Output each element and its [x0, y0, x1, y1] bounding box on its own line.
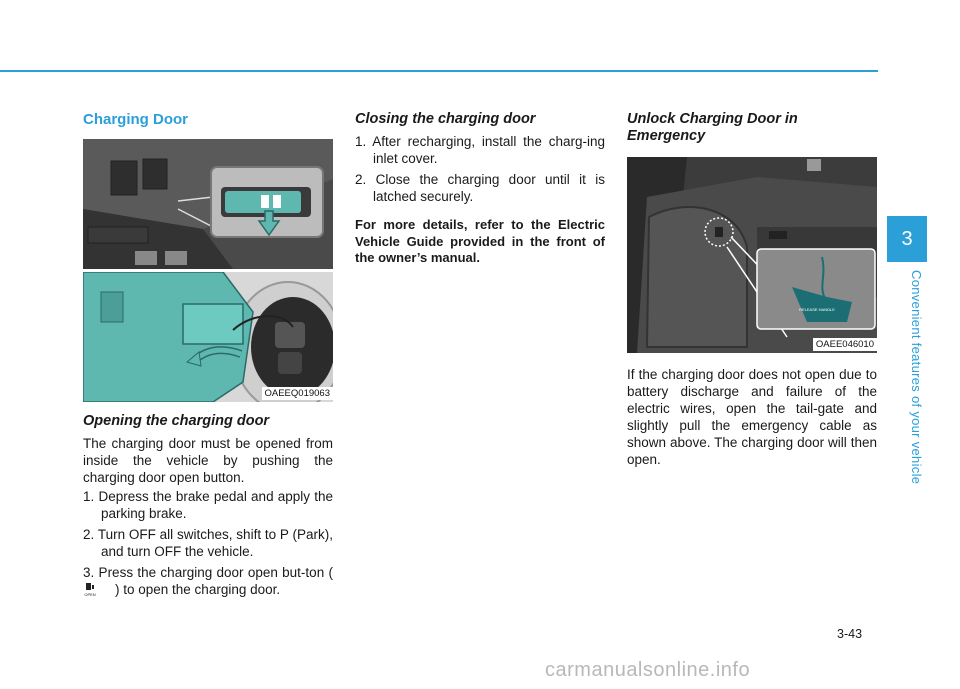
figure-emergency-cable: [627, 157, 877, 353]
chapter-tab: 3: [887, 216, 927, 262]
emergency-text: If the charging door does not open due to battery discharge and failure of the electric wires, open the tail-gate and slightly pull the emergency cable as shown above. The charging door will then open.: [627, 367, 877, 467]
opening-step-3: [83, 564, 333, 598]
page-number: 3-43: [837, 627, 863, 641]
emergency-heading: Unlock Charging Door in Emergency: [627, 111, 798, 144]
closing-heading: Closing the charging door: [355, 111, 536, 127]
charge-door-open-icon-label: OPEN: [84, 592, 96, 597]
section-title: Charging Door: [83, 111, 188, 128]
watermark: carmanualsonline.info: [545, 659, 751, 681]
closing-step-1: 1. After recharging, install the charg-ing inlet cover.: [355, 134, 605, 166]
emergency-tag-text: RELEASE HANDLE: [799, 307, 835, 312]
closing-steps: [355, 133, 605, 209]
opening-intro: The charging door must be opened from inside the vehicle by pushing the charging door open button.: [83, 436, 333, 485]
chapter-title: Convenient features of your vehicle: [909, 270, 924, 485]
header-rule: [0, 70, 878, 72]
closing-step-2: 2. Close the charging door until it is latched securely.: [355, 172, 605, 204]
opening-step-3-after: ) to open the charging door.: [115, 582, 281, 597]
trunk-illustration: [627, 157, 877, 353]
opening-step-3-before: 3. Press the charging door open but-ton (: [83, 565, 333, 580]
figure-charging-door: [83, 272, 333, 402]
closing-note: For more details, refer to the Electric Vehicle Guide provided in the front of the owner’s manual.: [355, 217, 605, 265]
opening-heading: Opening the charging door: [83, 413, 270, 429]
opening-steps: [83, 488, 333, 602]
charging-door-illustration: [83, 272, 333, 402]
opening-step-2: 2. Turn OFF all switches, shift to P (Park), and turn OFF the vehicle.: [83, 527, 333, 559]
figure-code-left: OAEEQ019063: [262, 387, 334, 400]
charge-door-open-icon: [84, 582, 115, 597]
figure-code-right: OAEE046010: [813, 338, 877, 351]
figure-dashboard-button: [83, 139, 333, 269]
dashboard-illustration: [83, 139, 333, 269]
opening-step-1: 1. Depress the brake pedal and apply the parking brake.: [83, 489, 333, 521]
